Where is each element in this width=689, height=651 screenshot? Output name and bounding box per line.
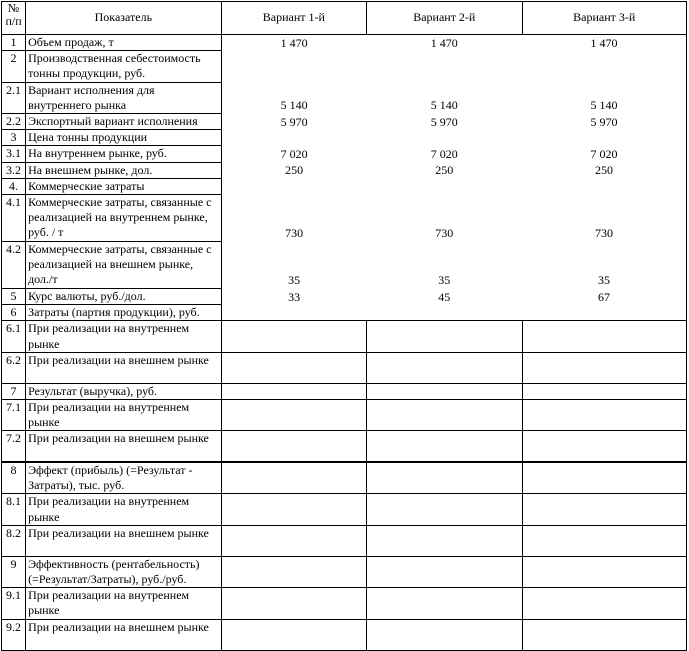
value-variant-3	[522, 431, 687, 462]
row-number: 3.2	[2, 162, 26, 178]
row-number: 2.1	[2, 82, 26, 113]
row-number: 8.2	[2, 525, 26, 556]
row-label: Производственная себестоимость тонны продукции, руб.	[26, 51, 222, 82]
value-variant-2: 45	[438, 289, 451, 304]
row-label: Вариант исполнения для внутреннего рынка	[26, 82, 222, 113]
value-variant-3	[522, 51, 687, 82]
table-row	[2, 242, 687, 289]
value-variant-3: 7 020	[522, 146, 687, 162]
row-number: 9.2	[2, 619, 26, 650]
indicators-table	[1, 1, 687, 651]
value-variant-1	[221, 352, 366, 383]
value-variant-3	[522, 321, 687, 352]
value-variant-3: 35	[522, 242, 687, 289]
value-variant-2: 5 140	[430, 98, 458, 113]
row-label: Курс валюты, руб./дол.	[26, 289, 222, 305]
value-variant-1	[221, 51, 366, 82]
row-number: 5	[2, 289, 26, 305]
header-variant-2: Вариант 2-й	[367, 2, 522, 35]
value-variant-2: 7 020	[430, 146, 458, 161]
value-variant-3: 5 140	[522, 82, 687, 113]
row-number: 4.	[2, 178, 26, 194]
value-variant-1: 730	[221, 195, 366, 242]
value-variant-2	[367, 383, 522, 399]
table-row	[2, 431, 687, 462]
value-variant-3: 67	[522, 289, 687, 305]
row-number: 7	[2, 383, 26, 399]
table-row	[2, 178, 687, 194]
value-variant-1: 7 020	[221, 146, 366, 162]
row-label: Экспортный вариант исполнения	[26, 114, 222, 130]
row-label: При реализации на внешнем рынке	[26, 525, 222, 556]
value-variant-1	[221, 494, 366, 525]
row-label: Коммерческие затраты	[26, 178, 222, 194]
value-variant-3	[522, 462, 687, 494]
table-row	[2, 289, 687, 305]
row-label: При реализации на внутреннем рынке	[26, 321, 222, 352]
value-variant-2: 1 470	[367, 35, 522, 51]
table-row	[2, 114, 687, 130]
row-number: 6.1	[2, 321, 26, 352]
value-variant-1: 1 470	[221, 35, 366, 51]
value-variant-2: 35	[438, 273, 451, 288]
value-variant-2	[367, 305, 522, 321]
table-row	[2, 556, 687, 587]
table-row	[2, 588, 687, 619]
table-row	[2, 195, 687, 242]
row-label: Результат (выручка), руб.	[26, 383, 222, 399]
value-variant-3	[522, 619, 687, 650]
value-variant-1	[221, 462, 366, 494]
value-variant-1	[221, 431, 366, 462]
value-variant-2	[367, 400, 522, 431]
header-variant-1: Вариант 1-й	[221, 2, 366, 35]
row-number: 2.2	[2, 114, 26, 130]
value-variant-1	[221, 305, 366, 321]
row-number: 9	[2, 556, 26, 587]
value-variant-2	[367, 525, 522, 556]
table-row	[2, 352, 687, 383]
row-number: 7.1	[2, 400, 26, 431]
row-label: При реализации на внутреннем рынке	[26, 494, 222, 525]
row-number: 3	[2, 130, 26, 146]
value-variant-3: 250	[522, 162, 687, 178]
value-variant-2	[367, 588, 522, 619]
table-row	[2, 619, 687, 650]
value-variant-2	[367, 178, 522, 194]
table-row	[2, 321, 687, 352]
row-label: При реализации на внутреннем рынке	[26, 588, 222, 619]
value-variant-1	[221, 619, 366, 650]
row-number: 4.1	[2, 195, 26, 242]
header-variant-3: Вариант 3-й	[522, 2, 687, 35]
table-row	[2, 51, 687, 82]
row-label: Объем продаж, т	[26, 35, 222, 51]
header-indicator: Показатель	[26, 2, 222, 35]
value-variant-1	[221, 525, 366, 556]
row-label: Коммерческие затраты, связанные с реализацией на внешнем рынке, дол./т	[26, 242, 222, 289]
value-variant-2	[367, 494, 522, 525]
row-label: При реализации на внешнем рынке	[26, 619, 222, 650]
table-header-row	[2, 2, 687, 35]
table-row	[2, 525, 687, 556]
value-variant-2	[367, 130, 522, 146]
value-variant-3: 730	[522, 195, 687, 242]
row-number: 2	[2, 51, 26, 82]
header-number-line1: №	[7, 1, 20, 15]
table-row	[2, 305, 687, 321]
value-variant-1	[221, 178, 366, 194]
value-variant-2	[367, 431, 522, 462]
table-row	[2, 162, 687, 178]
table-row	[2, 82, 687, 113]
value-variant-2	[367, 556, 522, 587]
row-number: 8.1	[2, 494, 26, 525]
value-variant-3	[522, 494, 687, 525]
value-variant-3	[522, 556, 687, 587]
row-number: 9.1	[2, 588, 26, 619]
table-row	[2, 400, 687, 431]
value-variant-1: 5 970	[221, 114, 366, 130]
value-variant-3: 1 470	[522, 35, 687, 51]
value-variant-3: 5 970	[522, 114, 687, 130]
value-variant-1: 33	[221, 289, 366, 305]
value-variant-3	[522, 400, 687, 431]
row-label: Затраты (партия продукции), руб.	[26, 305, 222, 321]
row-number: 7.2	[2, 431, 26, 462]
value-variant-2: 730	[435, 226, 454, 241]
table-body	[2, 35, 687, 651]
value-variant-3	[522, 130, 687, 146]
row-label: При реализации на внешнем рынке	[26, 431, 222, 462]
header-number	[2, 2, 26, 35]
row-number: 4.2	[2, 242, 26, 289]
row-number: 8	[2, 462, 26, 494]
row-label: Коммерческие затраты, связанные с реализацией на внутреннем рынке, руб. / т	[26, 195, 222, 242]
value-variant-1	[221, 588, 366, 619]
value-variant-3	[522, 178, 687, 194]
table-row	[2, 462, 687, 494]
value-variant-1	[221, 556, 366, 587]
value-variant-3	[522, 305, 687, 321]
value-variant-2: 5 970	[430, 114, 458, 129]
row-label: При реализации на внутреннем рынке	[26, 400, 222, 431]
value-variant-2: 250	[435, 163, 454, 178]
value-variant-2	[367, 352, 522, 383]
value-variant-1	[221, 130, 366, 146]
value-variant-3	[522, 588, 687, 619]
value-variant-3	[522, 525, 687, 556]
value-variant-2	[367, 321, 522, 352]
header-number-line2: п/п	[5, 14, 22, 28]
value-variant-1	[221, 400, 366, 431]
value-variant-1: 35	[221, 242, 366, 289]
value-variant-1	[221, 321, 366, 352]
row-number: 3.1	[2, 146, 26, 162]
value-variant-1	[221, 383, 366, 399]
row-number: 6	[2, 305, 26, 321]
table-row	[2, 146, 687, 162]
row-number: 1	[2, 35, 26, 51]
value-variant-2	[367, 619, 522, 650]
table-row	[2, 35, 687, 51]
value-variant-3	[522, 352, 687, 383]
table-row	[2, 130, 687, 146]
table-row	[2, 494, 687, 525]
table-row	[2, 383, 687, 399]
row-label: При реализации на внешнем рынке	[26, 352, 222, 383]
row-label: Цена тонны продукции	[26, 130, 222, 146]
value-variant-1: 250	[221, 162, 366, 178]
row-number: 6.2	[2, 352, 26, 383]
value-variant-2	[367, 51, 522, 82]
row-label: Эффективность (рентабельность) (=Результат/Затраты), руб./руб.	[26, 556, 222, 587]
value-variant-3	[522, 383, 687, 399]
value-variant-2	[367, 462, 522, 494]
row-label: На внутреннем рынке, руб.	[26, 146, 222, 162]
value-variant-1: 5 140	[221, 82, 366, 113]
row-label: Эффект (прибыль) (=Результат - Затраты), тыс. руб.	[26, 462, 222, 494]
row-label: На внешнем рынке, дол.	[26, 162, 222, 178]
